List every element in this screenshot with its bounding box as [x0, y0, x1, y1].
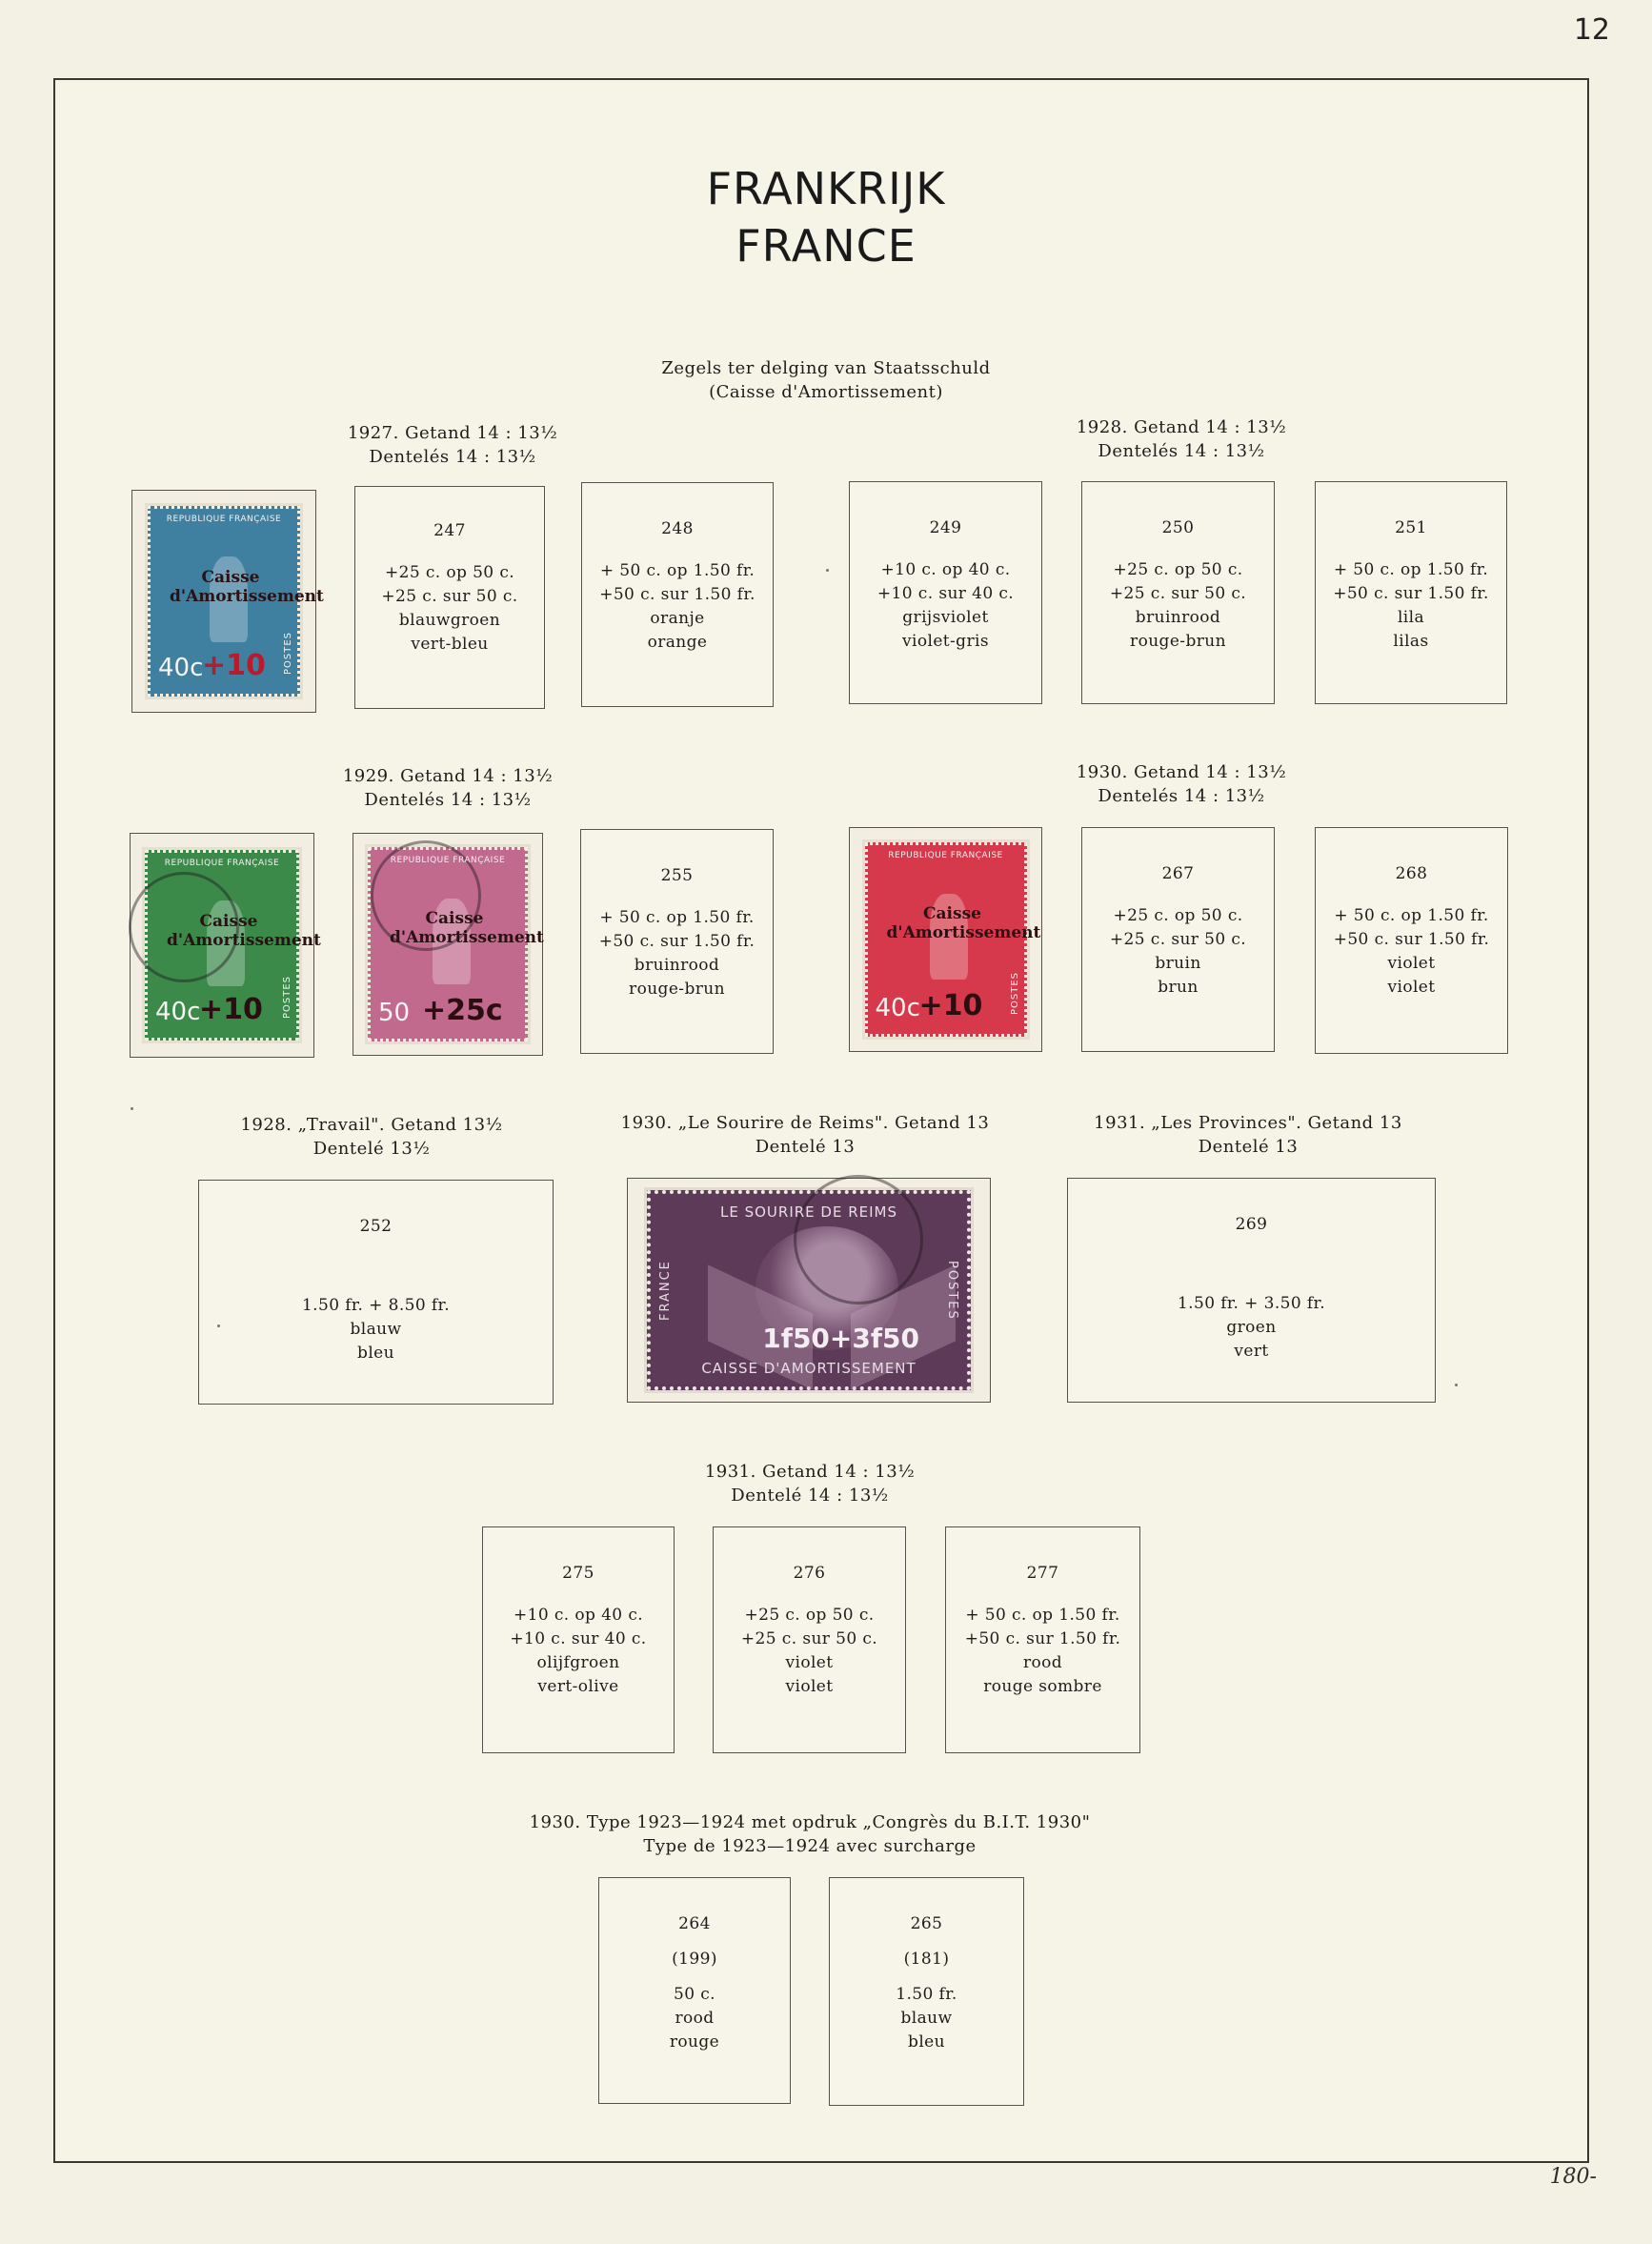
catalog-number: 255 [660, 866, 694, 885]
stamp-sower-red [865, 842, 1041, 1037]
color-french: vert [1234, 1342, 1269, 1361]
section-reims-line1: 1930. „Le Sourire de Reims". Getand 13 [620, 1113, 990, 1133]
surcharge-dutch: + 50 c. op 1.50 fr. [965, 1606, 1120, 1625]
subtitle [0, 356, 1652, 404]
stamp-surcharge: +10 [202, 649, 266, 682]
section-bit-line1: 1930. Type 1923—1924 met opdruk „Congrès du B.I.T. 1930" [529, 1812, 1091, 1832]
stamp-sower-green [145, 850, 321, 1041]
section-heading-1930 [1038, 760, 1324, 808]
section-heading-1931-provinces [1072, 1111, 1424, 1159]
stamp-slot-250 [1081, 481, 1275, 704]
section-reims-line2: Dentelé 13 [755, 1137, 856, 1157]
surcharge-french: +25 c. sur 50 c. [1109, 584, 1247, 603]
stamp-slot-252 [198, 1180, 554, 1405]
catalog-number: 250 [1161, 518, 1195, 537]
section-1929-line1: 1929. Getand 14 : 13½ [342, 766, 554, 786]
color-french: violet [785, 1677, 834, 1696]
subtitle-line2: (Caisse d'Amortissement) [709, 382, 943, 402]
surcharge-dutch: +25 c. op 50 c. [384, 563, 515, 582]
color-french: vert-bleu [411, 635, 489, 654]
stamp-surcharge: +25c [422, 994, 503, 1027]
surcharge-dutch: +10 c. op 40 c. [513, 1606, 644, 1625]
color-french: rouge sombre [983, 1677, 1102, 1696]
paper-speck [1455, 1384, 1458, 1386]
color-dutch: bruinrood [634, 956, 720, 975]
stamp-slot-251 [1315, 481, 1507, 704]
section-travail-line1: 1928. „Travail". Getand 13½ [240, 1115, 503, 1135]
paper-speck [131, 1107, 133, 1110]
stamp-slot-rose [353, 833, 543, 1056]
stamp-sower-blue [148, 506, 324, 697]
section-1927-line1: 1927. Getand 14 : 13½ [347, 423, 558, 443]
page-title-dutch: FRANKRIJK [706, 163, 946, 214]
catalog-number: 265 [910, 1914, 943, 1933]
paper-speck [217, 1324, 220, 1327]
stamp-sourire-de-reims [647, 1190, 971, 1390]
stamp-value: 50 [378, 999, 411, 1027]
section-heading-1928 [1038, 415, 1324, 463]
value-description: 1.50 fr. + 8.50 fr. [301, 1296, 451, 1315]
color-dutch: rood [675, 2009, 715, 2028]
handwritten-note: 180- [1549, 2165, 1597, 2189]
color-dutch: blauw [900, 2009, 953, 2028]
section-heading-1927 [314, 421, 591, 469]
catalog-number: 251 [1395, 518, 1427, 537]
stamp-header: LE SOURIRE DE REIMS [719, 1203, 897, 1221]
stamp-overprint: Caisse d'Amortissement [167, 912, 321, 950]
stamp-side-text: POSTES [283, 631, 293, 675]
stamp-slot-267 [1081, 827, 1275, 1052]
stamp-sower-rose [368, 847, 544, 1041]
section-1928-line2: Dentelés 14 : 13½ [1098, 441, 1265, 461]
stamp-surcharge: +10 [918, 989, 983, 1022]
face-value: 50 c. [674, 1985, 715, 2004]
stamp-value: 1f50+3f50 [762, 1323, 919, 1354]
surcharge-french: +50 c. sur 1.50 fr. [964, 1629, 1121, 1648]
color-french: bleu [908, 2032, 945, 2052]
stamp-header: REPUBLIQUE FRANÇAISE [888, 851, 1003, 860]
surcharge-french: +50 c. sur 1.50 fr. [599, 585, 755, 604]
stamp-value: 40c [875, 994, 920, 1022]
section-heading-1931 [667, 1460, 953, 1507]
section-bit-line2: Type de 1923—1924 avec surcharge [643, 1836, 977, 1856]
color-dutch: blauwgroen [398, 611, 501, 630]
surcharge-french: +25 c. sur 50 c. [1109, 930, 1247, 949]
color-french: rouge-brun [629, 980, 725, 999]
surcharge-french: +50 c. sur 1.50 fr. [598, 932, 755, 951]
stamp-overprint: Caisse d'Amortissement [886, 904, 1041, 942]
color-dutch: lila [1397, 608, 1425, 627]
catalog-number: 275 [562, 1564, 594, 1583]
subtitle-line1: Zegels ter delging van Staatsschuld [661, 358, 991, 378]
stamp-header: REPUBLIQUE FRANÇAISE [164, 859, 280, 868]
stamp-overprint: Caisse d'Amortissement [170, 568, 324, 606]
color-dutch: violet [785, 1653, 834, 1672]
section-travail-line2: Dentelé 13½ [312, 1139, 431, 1159]
section-provinces-line1: 1931. „Les Provinces". Getand 13 [1094, 1113, 1402, 1133]
stamp-slot-275 [482, 1526, 675, 1753]
stamp-surcharge: +10 [199, 993, 263, 1026]
stamp-slot-249 [849, 481, 1042, 704]
section-1927-line2: Dentelés 14 : 13½ [369, 447, 536, 467]
color-dutch: blauw [350, 1320, 402, 1339]
stamp-slot-blue [131, 490, 324, 713]
section-1931-line2: Dentelé 14 : 13½ [731, 1486, 889, 1506]
section-1930-line1: 1930. Getand 14 : 13½ [1076, 762, 1287, 782]
base-type-number: (181) [903, 1950, 950, 1969]
paper-speck [826, 569, 829, 572]
catalog-number: 252 [359, 1217, 393, 1236]
color-french: rouge [669, 2032, 720, 2052]
section-1928-line1: 1928. Getand 14 : 13½ [1076, 417, 1287, 437]
section-heading-1929 [310, 764, 586, 812]
stamp-value: 40c [158, 654, 204, 682]
color-dutch: groen [1226, 1318, 1277, 1337]
catalog-number: 277 [1026, 1564, 1059, 1583]
stamp-value: 40c [155, 998, 201, 1026]
surcharge-dutch: + 50 c. op 1.50 fr. [1333, 560, 1489, 579]
surcharge-french: +50 c. sur 1.50 fr. [1333, 584, 1489, 603]
color-french: violet-gris [902, 632, 989, 651]
page-number: 12 [1573, 13, 1610, 47]
catalog-number: 264 [678, 1914, 711, 1933]
section-provinces-line2: Dentelé 13 [1198, 1137, 1299, 1157]
stamp-slot-264 [598, 1877, 791, 2104]
stamp-overprint: Caisse d'Amortissement [390, 909, 544, 947]
color-dutch: rood [1022, 1653, 1063, 1672]
base-type-number: (199) [672, 1950, 717, 1969]
section-1931-line1: 1931. Getand 14 : 13½ [704, 1462, 916, 1482]
surcharge-french: +10 c. sur 40 c. [510, 1629, 647, 1648]
section-heading-1928-travail [210, 1113, 534, 1161]
color-french: orange [647, 633, 708, 652]
color-dutch: grijsviolet [902, 608, 989, 627]
color-dutch: olijfgroen [536, 1653, 620, 1672]
surcharge-dutch: + 50 c. op 1.50 fr. [599, 908, 755, 927]
surcharge-dutch: +25 c. op 50 c. [1113, 560, 1243, 579]
catalog-number: 267 [1161, 864, 1195, 883]
surcharge-french: +10 c. sur 40 c. [876, 584, 1015, 603]
section-1929-line2: Dentelés 14 : 13½ [364, 790, 532, 810]
stamp-slot-red [849, 827, 1042, 1052]
catalog-number: 268 [1395, 864, 1428, 883]
section-1930-line2: Dentelés 14 : 13½ [1098, 786, 1265, 806]
surcharge-dutch: +25 c. op 50 c. [1113, 906, 1243, 925]
section-heading-1930-reims [605, 1111, 1005, 1159]
color-french: bleu [357, 1344, 394, 1363]
stamp-slot-247 [354, 486, 545, 709]
section-heading-1930-bit [457, 1810, 1162, 1858]
stamp-header: REPUBLIQUE FRANÇAISE [166, 515, 282, 524]
color-french: lilas [1393, 632, 1429, 651]
stamp-slot-255 [580, 829, 774, 1054]
stamp-slot-green [130, 833, 321, 1058]
color-french: vert-olive [537, 1677, 619, 1696]
catalog-number: 249 [929, 518, 962, 537]
catalog-number: 248 [661, 519, 694, 538]
stamp-footer: CAISSE D'AMORTISSEMENT [701, 1360, 917, 1377]
color-dutch: bruinrood [1135, 608, 1221, 627]
stamp-slot-269 [1067, 1178, 1436, 1403]
surcharge-french: +25 c. sur 50 c. [381, 587, 518, 606]
catalog-number: 247 [433, 521, 466, 540]
stamp-slot-reims [627, 1178, 991, 1403]
stamp-slot-277 [945, 1526, 1140, 1753]
stamp-side-text: POSTES [282, 975, 292, 1019]
color-french: brun [1158, 978, 1199, 997]
stamp-slot-248 [581, 482, 774, 707]
color-french: violet [1387, 978, 1436, 997]
stamp-side-left: FRANCE [658, 1260, 673, 1321]
stamp-slot-276 [713, 1526, 906, 1753]
color-dutch: oranje [650, 609, 705, 628]
stamp-slot-268 [1315, 827, 1508, 1054]
value-description: 1.50 fr. + 3.50 fr. [1177, 1294, 1326, 1313]
stamp-side-text: POSTES [1009, 971, 1020, 1015]
color-french: rouge-brun [1130, 632, 1226, 651]
stamp-slot-265 [829, 1877, 1024, 2106]
catalog-number: 269 [1235, 1215, 1268, 1234]
surcharge-dutch: + 50 c. op 1.50 fr. [599, 561, 755, 580]
surcharge-dutch: +10 c. op 40 c. [880, 560, 1011, 579]
surcharge-french: +25 c. sur 50 c. [740, 1629, 878, 1648]
page-title-french: FRANCE [735, 220, 917, 272]
surcharge-dutch: + 50 c. op 1.50 fr. [1334, 906, 1489, 925]
catalog-number: 276 [793, 1564, 826, 1583]
surcharge-french: +50 c. sur 1.50 fr. [1333, 930, 1490, 949]
stamp-header: REPUBLIQUE FRANÇAISE [390, 856, 506, 865]
face-value: 1.50 fr. [896, 1985, 957, 2004]
color-dutch: violet [1387, 954, 1436, 973]
postmark-cancel [794, 1175, 923, 1304]
stamp-side-right: POSTES [945, 1260, 959, 1321]
surcharge-dutch: +25 c. op 50 c. [744, 1606, 875, 1625]
color-dutch: bruin [1155, 954, 1201, 973]
